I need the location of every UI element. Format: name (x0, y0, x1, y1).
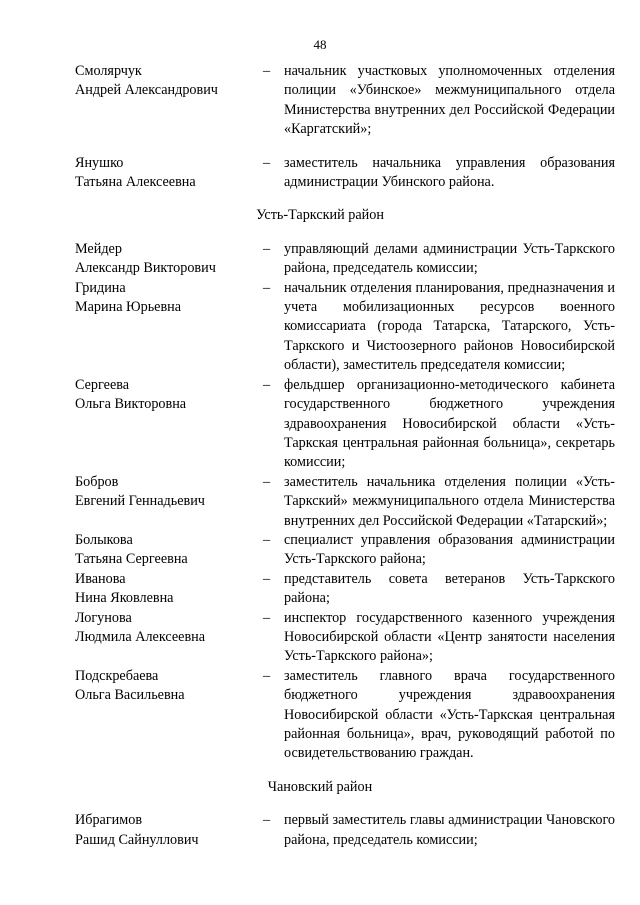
member-role: заместитель начальника управления образования администрации Убинского района. (284, 154, 615, 191)
member-surname: Ибрагимов (75, 812, 143, 829)
member-role: фельдшер организационно-методического кабинета государственного бюджетного учреждения здравоохранения Новосибирской области «Усть-Таркская центральная районная больница», секретарь комиссии; (284, 376, 615, 471)
member-entry (75, 811, 615, 850)
paragraph-gap (75, 140, 615, 154)
dash-separator: – (263, 609, 271, 626)
member-role: начальник отделения планирования, предназначения и учета мобилизационных ресурсов военного комиссариата (города Татарска, Татарского, Усть-Таркского и Чистоозерного районов Новосибирской области), заместитель председателя комиссии; (284, 279, 615, 374)
member-given-names: Рашид Сайнуллович (75, 831, 199, 848)
member-surname: Бобров (75, 473, 119, 490)
member-role: первый заместитель главы администрации Чановского района, председатель комиссии; (284, 812, 615, 848)
district-heading: Чановский район (267, 778, 373, 795)
member-given-names: Андрей Александрович (75, 82, 218, 99)
paragraph-gap (75, 797, 615, 811)
member-name (75, 609, 263, 667)
dash-separator: – (263, 279, 271, 296)
member-name (75, 240, 263, 279)
paragraph-gap (75, 764, 615, 778)
dash-separator: – (263, 376, 271, 393)
member-surname: Сергеева (75, 376, 130, 393)
member-role: специалист управления образования администрации Усть-Таркского района; (284, 531, 615, 568)
member-given-names: Евгений Геннадьевич (75, 493, 205, 510)
paragraph-gap (75, 192, 615, 206)
member-name (75, 154, 263, 193)
member-surname: Подскребаева (75, 667, 159, 684)
member-role: инспектор государственного казенного учреждения Новосибирской области «Центр занятости населения Усть-Таркского района»; (284, 609, 615, 665)
member-role: заместитель главного врача государственного бюджетного учреждения здравоохранения Новосибирской области «Усть-Таркская центральная районная больница», врач, руководящий работой по освидетельствованию граждан. (284, 667, 615, 762)
member-given-names: Ольга Викторовна (75, 396, 187, 413)
member-given-names: Ольга Васильевна (75, 687, 185, 704)
dash-separator: – (263, 240, 271, 257)
member-surname: Болыкова (75, 531, 133, 548)
member-surname: Янушко (75, 154, 124, 171)
member-name (75, 62, 263, 140)
dash-separator: – (263, 63, 271, 79)
member-entry (75, 62, 615, 140)
member-role: заместитель начальника отделения полиции «Усть-Таркский» межмуниципального отдела Министерства внутренних дел Российской Федерации «Татарский»; (284, 473, 615, 529)
member-entry (75, 667, 615, 764)
member-given-names: Людмила Алексеевна (75, 628, 206, 645)
member-name (75, 531, 263, 570)
member-name (75, 279, 263, 376)
member-entry (75, 376, 615, 473)
member-entry (75, 570, 615, 609)
dash-separator: – (263, 812, 271, 829)
member-given-names: Татьяна Сергеевна (75, 551, 188, 568)
dash-separator: – (263, 531, 271, 548)
member-given-names: Марина Юрьевна (75, 299, 182, 316)
member-given-names: Татьяна Алексеевна (75, 174, 196, 191)
district-heading: Усть-Таркский район (256, 207, 384, 224)
paragraph-gap (75, 226, 615, 240)
member-surname: Гридина (75, 279, 126, 296)
member-entry (75, 240, 615, 279)
member-role: представитель совета ветеранов Усть-Таркского района; (284, 570, 615, 607)
member-role: начальник участковых уполномоченных отделения полиции «Убинское» межмуниципального отдела Министерства внутренних дел Российской Федерации «Каргатский»; (284, 63, 615, 138)
member-entry (75, 473, 615, 531)
member-surname: Смолярчук (75, 63, 142, 79)
member-name (75, 667, 263, 764)
member-surname: Иванова (75, 570, 126, 587)
document-body (75, 62, 615, 850)
member-name (75, 473, 263, 531)
dash-separator: – (263, 667, 271, 684)
dash-separator: – (263, 473, 271, 490)
member-name (75, 570, 263, 609)
member-surname: Логунова (75, 609, 132, 626)
member-given-names: Нина Яковлевна (75, 590, 174, 607)
member-entry (75, 154, 615, 193)
member-name (75, 811, 263, 850)
dash-separator: – (263, 154, 271, 171)
member-entry (75, 531, 615, 570)
member-role: управляющий делами администрации Усть-Таркского района, председатель комиссии; (284, 240, 615, 277)
page-number: 48 (313, 37, 327, 52)
member-given-names: Александр Викторович (75, 260, 216, 277)
member-name (75, 376, 263, 473)
dash-separator: – (263, 570, 271, 587)
member-entry (75, 609, 615, 667)
member-entry (75, 279, 615, 376)
member-surname: Мейдер (75, 240, 122, 257)
